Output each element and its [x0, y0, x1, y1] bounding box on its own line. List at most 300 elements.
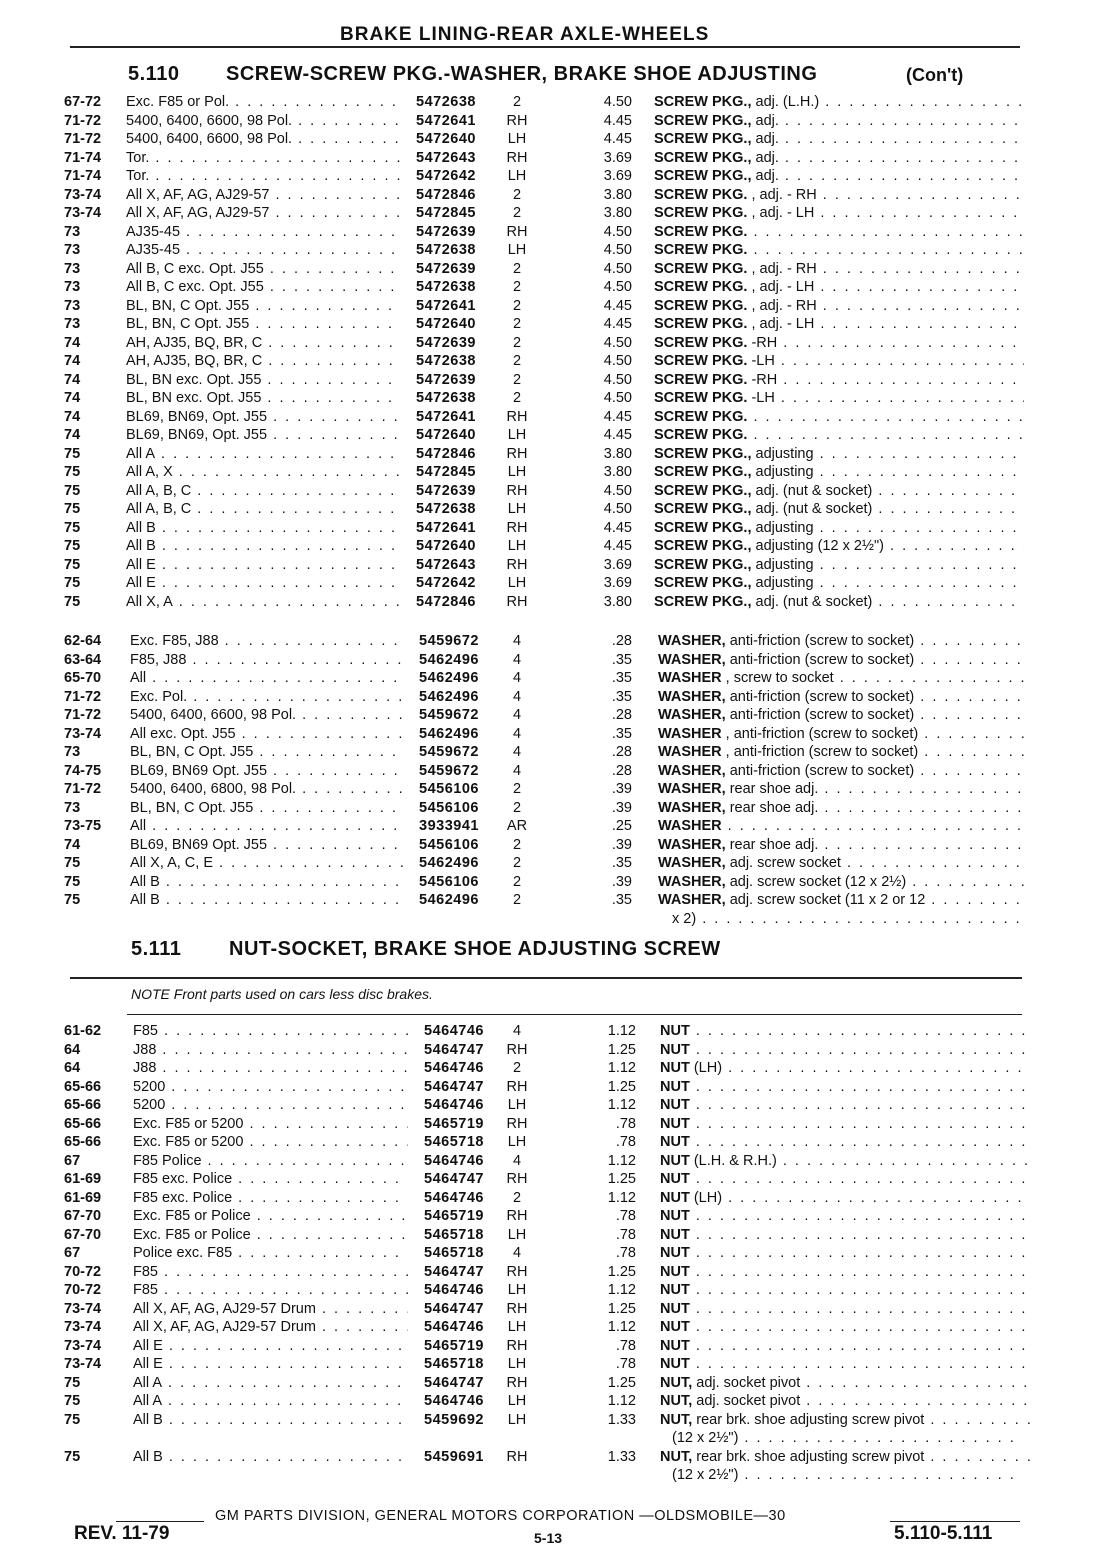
description	[654, 426, 1024, 445]
model-year: 67-72	[64, 94, 102, 110]
model-year: 73	[64, 316, 81, 332]
part-name: NUT,	[660, 1393, 693, 1409]
model-year: 64	[64, 1060, 81, 1076]
part-name: NUT	[660, 1060, 690, 1076]
part-name: SCREW PKG.,	[654, 538, 752, 554]
footer-rule-right	[890, 1521, 1020, 1522]
quantity: RH	[506, 556, 528, 573]
application: All A . . .	[126, 445, 401, 464]
application: BL, BN, C Opt. J55 . . .	[130, 799, 405, 818]
part-name: NUT	[660, 1356, 690, 1372]
price: .35	[611, 651, 632, 668]
price: .35	[611, 892, 632, 908]
description	[654, 149, 1024, 168]
description	[654, 186, 1024, 205]
description	[654, 223, 1024, 242]
description	[654, 260, 1024, 279]
part-detail: adj.	[751, 168, 779, 184]
description	[654, 445, 1024, 464]
price: 4.50	[603, 334, 632, 351]
part-name: WASHER,	[658, 836, 726, 853]
model-year: 75	[64, 892, 81, 908]
part-number: 5465718	[424, 1226, 484, 1243]
description-continuation: x 2) . . .	[672, 910, 1022, 929]
price: .35	[611, 855, 632, 871]
model-year: 73-74	[64, 205, 102, 221]
price: 1.12	[607, 1189, 636, 1206]
application: J88 . . .	[133, 1041, 408, 1060]
model-year: 63-64	[64, 651, 102, 668]
description	[660, 1152, 1030, 1171]
application: All A, B, C . . .	[126, 500, 401, 519]
model-year: 74	[64, 408, 81, 425]
part-number: 5464747	[424, 1171, 484, 1187]
part-number: 5472846	[416, 445, 476, 462]
part-name: SCREW PKG.,	[654, 593, 752, 610]
model-year: 73-74	[64, 1356, 102, 1372]
description	[654, 482, 1024, 501]
part-number: 5464746	[424, 1393, 484, 1409]
quantity: RH	[506, 1337, 528, 1354]
price: 1.12	[607, 1097, 636, 1113]
application: Police exc. F85 . . .	[133, 1244, 408, 1263]
price: 4.50	[603, 260, 632, 277]
part-detail: -LH	[747, 353, 775, 369]
quantity: 2	[512, 892, 522, 908]
part-name: WASHER	[658, 670, 722, 686]
application: All E . . .	[133, 1337, 408, 1356]
application: All X, AF, AG, AJ29-57 Drum . . .	[133, 1318, 408, 1337]
price: .35	[611, 670, 632, 686]
part-number: 5459672	[419, 633, 479, 649]
quantity: RH	[506, 1208, 528, 1224]
quantity: 2	[512, 836, 522, 853]
description	[654, 463, 1024, 482]
part-detail: , anti-friction (screw to socket)	[721, 725, 919, 742]
part-name: SCREW PKG.,	[654, 519, 752, 536]
price: .28	[611, 744, 632, 760]
model-year: 75	[64, 538, 81, 554]
application: All . . .	[130, 669, 405, 688]
part-name: SCREW PKG.,	[654, 94, 752, 110]
part-number: 5472643	[416, 149, 476, 166]
part-number: 5472638	[416, 390, 476, 406]
part-number: 5472640	[416, 316, 476, 332]
part-detail: anti-friction (screw to socket)	[725, 762, 915, 779]
part-number: 5472641	[416, 519, 476, 536]
application: BL69, BN69, Opt. J55 . . .	[126, 408, 401, 427]
model-year: 74	[64, 371, 81, 388]
part-detail: adjusting	[751, 445, 814, 462]
quantity: 2	[512, 334, 522, 351]
model-year: 75	[64, 1374, 81, 1391]
part-name: NUT	[660, 1171, 690, 1187]
part-number: 5464746	[424, 1319, 484, 1335]
description	[654, 371, 1024, 390]
part-detail: adj. screw socket (12 x 2½)	[725, 873, 907, 890]
application: All B . . .	[130, 891, 405, 910]
price: 3.80	[603, 186, 632, 203]
quantity: RH	[506, 1263, 528, 1280]
part-number: 5462496	[419, 670, 479, 686]
part-number: 5472639	[416, 260, 476, 277]
description	[658, 836, 1028, 855]
application: 5400, 6400, 6600, 98 Pol. . . .	[126, 112, 401, 131]
part-name: SCREW PKG.	[654, 408, 748, 425]
part-detail: -RH	[747, 334, 778, 351]
part-detail: adjusting	[751, 556, 814, 573]
description	[660, 1078, 1030, 1097]
part-name: SCREW PKG.	[654, 297, 748, 314]
quantity: 4	[512, 707, 522, 723]
part-number: 5472638	[416, 501, 476, 517]
quantity: LH	[507, 1134, 527, 1150]
quantity: 2	[512, 781, 522, 797]
part-name: SCREW PKG.	[654, 427, 748, 443]
model-year: 75	[64, 1448, 81, 1465]
part-name: SCREW PKG.,	[654, 112, 752, 129]
model-year: 65-66	[64, 1115, 102, 1132]
description	[660, 1281, 1030, 1300]
part-number: 5464746	[424, 1060, 484, 1076]
description	[654, 241, 1024, 260]
description	[660, 1041, 1030, 1060]
part-number: 5472638	[416, 94, 476, 110]
description	[654, 297, 1024, 316]
model-year: 73-74	[64, 1300, 102, 1317]
part-number: 5465718	[424, 1356, 484, 1372]
quantity: RH	[506, 519, 528, 536]
part-detail: rear shoe adj.	[725, 836, 819, 853]
part-name: SCREW PKG.,	[654, 131, 752, 147]
application: All A, B, C . . .	[126, 482, 401, 501]
part-detail: rear brk. shoe adjusting screw pivot	[692, 1411, 925, 1428]
application: All B . . .	[126, 519, 401, 538]
application: All B, C exc. Opt. J55 . . .	[126, 260, 401, 279]
application: All X, AF, AG, AJ29-57 Drum . . .	[133, 1300, 408, 1319]
model-year: 73	[64, 744, 81, 760]
quantity: RH	[506, 1041, 528, 1058]
application: Tor. . . .	[126, 167, 401, 186]
model-year: 75	[64, 1393, 81, 1409]
description	[660, 1133, 1030, 1152]
quantity: 2	[512, 390, 522, 406]
quantity: 2	[512, 855, 522, 871]
model-year: 75	[64, 464, 81, 480]
part-number: 5464746	[424, 1097, 484, 1113]
part-name: WASHER,	[658, 633, 726, 649]
part-detail: adj. (nut & socket)	[751, 501, 873, 517]
section-number: 5.110	[128, 63, 180, 85]
description	[660, 1318, 1030, 1337]
description	[658, 817, 1028, 836]
part-number: 5472638	[416, 353, 476, 369]
quantity: 2	[512, 1060, 522, 1076]
part-name: NUT	[660, 1023, 690, 1039]
application: Exc. F85 or Police . . .	[133, 1207, 408, 1226]
quantity: 2	[512, 186, 522, 203]
part-number: 5472642	[416, 575, 476, 591]
application: F85 . . .	[133, 1022, 408, 1041]
price: 1.12	[607, 1023, 636, 1039]
description	[654, 130, 1024, 149]
description	[660, 1207, 1030, 1226]
part-number: 5464747	[424, 1374, 484, 1391]
part-name: NUT	[660, 1189, 690, 1206]
part-detail: , screw to socket	[721, 670, 834, 686]
quantity: LH	[507, 1393, 527, 1409]
part-name: WASHER,	[658, 688, 726, 705]
quantity: LH	[507, 427, 527, 443]
application: Exc. Pol. . . .	[130, 688, 405, 707]
part-name: WASHER,	[658, 762, 726, 779]
model-year: 74	[64, 390, 81, 406]
part-name: SCREW PKG.	[654, 223, 748, 240]
model-year: 71-72	[64, 112, 102, 129]
price: 1.25	[607, 1171, 636, 1187]
application: F85 exc. Police . . .	[133, 1170, 408, 1189]
price: 1.12	[607, 1282, 636, 1298]
part-detail: adj. (L.H.)	[751, 94, 820, 110]
part-number: 5456106	[419, 781, 479, 797]
part-number: 5462496	[419, 855, 479, 871]
note-rule	[127, 1014, 1022, 1015]
model-year: 70-72	[64, 1282, 102, 1298]
price: 3.69	[603, 149, 632, 166]
part-detail: adj.	[751, 131, 779, 147]
description	[660, 1059, 1030, 1078]
quantity: LH	[507, 1411, 527, 1428]
application: BL, BN exc. Opt. J55 . . .	[126, 389, 401, 408]
price: 1.33	[607, 1448, 636, 1465]
model-year: 67-70	[64, 1226, 102, 1243]
application: F85 exc. Police . . .	[133, 1189, 408, 1208]
part-name: NUT	[660, 1226, 690, 1243]
part-name: WASHER	[658, 744, 722, 760]
quantity: 2	[512, 94, 522, 110]
model-year: 74	[64, 427, 81, 443]
price: .78	[615, 1245, 636, 1261]
part-detail: adjusting	[751, 519, 814, 536]
quantity: RH	[506, 1300, 528, 1317]
model-year: 65-66	[64, 1097, 102, 1113]
part-detail: anti-friction (screw to socket)	[725, 651, 915, 668]
application: 5200 . . .	[133, 1096, 408, 1115]
part-detail: , adj. - LH	[747, 279, 815, 295]
part-number: 5462496	[419, 725, 479, 742]
application: All B . . .	[130, 873, 405, 892]
part-detail: adj. socket pivot	[692, 1374, 801, 1391]
application: All B . . .	[126, 537, 401, 556]
description	[654, 574, 1024, 593]
part-number: 5472640	[416, 427, 476, 443]
quantity: RH	[506, 149, 528, 166]
application: All A, X . . .	[126, 463, 401, 482]
description	[660, 1189, 1030, 1208]
part-number: 5459672	[419, 762, 479, 779]
description	[654, 519, 1024, 538]
model-year: 71-72	[64, 688, 102, 705]
quantity: 2	[512, 371, 522, 388]
part-number: 5456106	[419, 799, 479, 816]
part-name: NUT	[660, 1300, 690, 1317]
page-title: BRAKE LINING-REAR AXLE-WHEELS	[340, 24, 710, 45]
application: Exc. F85 or 5200 . . .	[133, 1133, 408, 1152]
part-number: 5472639	[416, 223, 476, 240]
model-year: 75	[64, 501, 81, 517]
price: 1.25	[607, 1300, 636, 1317]
footer-revision: REV. 11-79	[74, 1523, 170, 1544]
model-year: 73	[64, 297, 81, 314]
price: 4.45	[603, 316, 632, 332]
part-name: NUT	[660, 1152, 690, 1169]
part-name: NUT	[660, 1245, 690, 1261]
part-detail: -LH	[747, 390, 775, 406]
model-year: 64	[64, 1041, 81, 1058]
part-detail: adj. (nut & socket)	[751, 482, 873, 499]
footer-publisher: GM PARTS DIVISION, GENERAL MOTORS CORPORATION —OLDSMOBILE—30	[215, 1508, 786, 1524]
price: .39	[611, 799, 632, 816]
price: 3.80	[603, 464, 632, 480]
description-continuation: (12 x 2½") . . .	[672, 1466, 1022, 1485]
price: 4.50	[603, 390, 632, 406]
description	[654, 593, 1024, 612]
part-detail: (LH)	[689, 1189, 723, 1206]
application: All B, C exc. Opt. J55 . . .	[126, 278, 401, 297]
application: F85, J88 . . .	[130, 651, 405, 670]
application: All E . . .	[133, 1355, 408, 1374]
price: 3.69	[603, 168, 632, 184]
model-year: 61-62	[64, 1023, 102, 1039]
part-number: 5472845	[416, 464, 476, 480]
description	[660, 1022, 1030, 1041]
quantity: 2	[512, 260, 522, 277]
description	[654, 112, 1024, 131]
model-year: 75	[64, 1411, 81, 1428]
part-detail: -RH	[747, 371, 778, 388]
part-name: SCREW PKG.,	[654, 464, 752, 480]
model-year: 75	[64, 575, 81, 591]
part-detail: anti-friction (screw to socket)	[725, 688, 915, 705]
part-name: NUT	[660, 1115, 690, 1132]
model-year: 65-66	[64, 1078, 102, 1095]
price: 1.12	[607, 1393, 636, 1409]
model-year: 75	[64, 519, 81, 536]
part-name: NUT	[660, 1337, 690, 1354]
description	[660, 1096, 1030, 1115]
model-year: 75	[64, 445, 81, 462]
part-name: SCREW PKG.,	[654, 168, 752, 184]
quantity: LH	[507, 1097, 527, 1113]
part-number: 5472846	[416, 186, 476, 203]
part-number: 5472641	[416, 112, 476, 129]
part-detail: adj. (nut & socket)	[751, 593, 873, 610]
application: Tor. . . .	[126, 149, 401, 168]
model-year: 75	[64, 556, 81, 573]
quantity: RH	[506, 1171, 528, 1187]
part-number: 5465719	[424, 1337, 484, 1354]
part-number: 5462496	[419, 688, 479, 705]
part-detail: adj.	[751, 149, 779, 166]
part-name: NUT,	[660, 1374, 693, 1391]
price: 1.25	[607, 1374, 636, 1391]
model-year: 74	[64, 334, 81, 351]
application: BL, BN, C Opt. J55 . . .	[130, 743, 405, 762]
price: 4.45	[603, 131, 632, 147]
price: 4.50	[603, 223, 632, 240]
quantity: AR	[506, 818, 528, 834]
footer-section-range: 5.110-5.111	[894, 1523, 993, 1544]
application: AJ35-45 . . .	[126, 223, 401, 242]
part-name: NUT,	[660, 1411, 693, 1428]
description	[658, 688, 1028, 707]
part-name: SCREW PKG.	[654, 334, 748, 351]
part-name: NUT	[660, 1208, 690, 1224]
quantity: 4	[512, 670, 522, 686]
application: BL69, BN69, Opt. J55 . . .	[126, 426, 401, 445]
quantity: LH	[507, 1319, 527, 1335]
description	[660, 1337, 1030, 1356]
part-number: 5464747	[424, 1263, 484, 1280]
application: BL, BN, C Opt. J55 . . .	[126, 315, 401, 334]
part-number: 5472641	[416, 408, 476, 425]
model-year: 75	[64, 593, 81, 610]
price: 1.25	[607, 1078, 636, 1095]
model-year: 73	[64, 260, 81, 277]
part-number: 5465718	[424, 1134, 484, 1150]
model-year: 65-70	[64, 670, 102, 686]
description	[658, 651, 1028, 670]
price: 3.80	[603, 593, 632, 610]
part-detail: adj. screw socket	[725, 855, 841, 871]
model-year: 75	[64, 855, 81, 871]
model-year: 70-72	[64, 1263, 102, 1280]
section-5111-heading	[131, 938, 721, 961]
price: 3.69	[603, 575, 632, 591]
quantity: LH	[507, 575, 527, 591]
part-detail: adj. socket pivot	[692, 1393, 801, 1409]
application: 5400, 6400, 6600, 98 Pol. . . .	[126, 130, 401, 149]
part-number: 5472638	[416, 279, 476, 295]
part-number: 5465718	[424, 1245, 484, 1261]
price: .78	[615, 1208, 636, 1224]
price: 1.12	[607, 1152, 636, 1169]
price: 4.45	[603, 297, 632, 314]
quantity: 4	[512, 688, 522, 705]
part-number: 5464746	[424, 1023, 484, 1039]
part-detail: adj. screw socket (11 x 2 or 12	[725, 892, 926, 908]
part-name: WASHER,	[658, 855, 726, 871]
application: All . . .	[130, 817, 405, 836]
price: .28	[611, 707, 632, 723]
part-detail: rear shoe adj.	[725, 799, 819, 816]
price: 1.25	[607, 1041, 636, 1058]
price: .78	[615, 1337, 636, 1354]
description	[654, 167, 1024, 186]
part-detail: (L.H. & R.H.)	[689, 1152, 777, 1169]
description	[654, 408, 1024, 427]
model-year: 74	[64, 836, 81, 853]
model-year: 67	[64, 1245, 81, 1261]
quantity: RH	[506, 1374, 528, 1391]
price: 3.69	[603, 556, 632, 573]
part-detail: adjusting	[751, 575, 814, 591]
description	[660, 1300, 1030, 1319]
quantity: RH	[506, 1448, 528, 1465]
part-name: WASHER,	[658, 873, 726, 890]
model-year: 61-69	[64, 1171, 102, 1187]
description	[654, 500, 1024, 519]
